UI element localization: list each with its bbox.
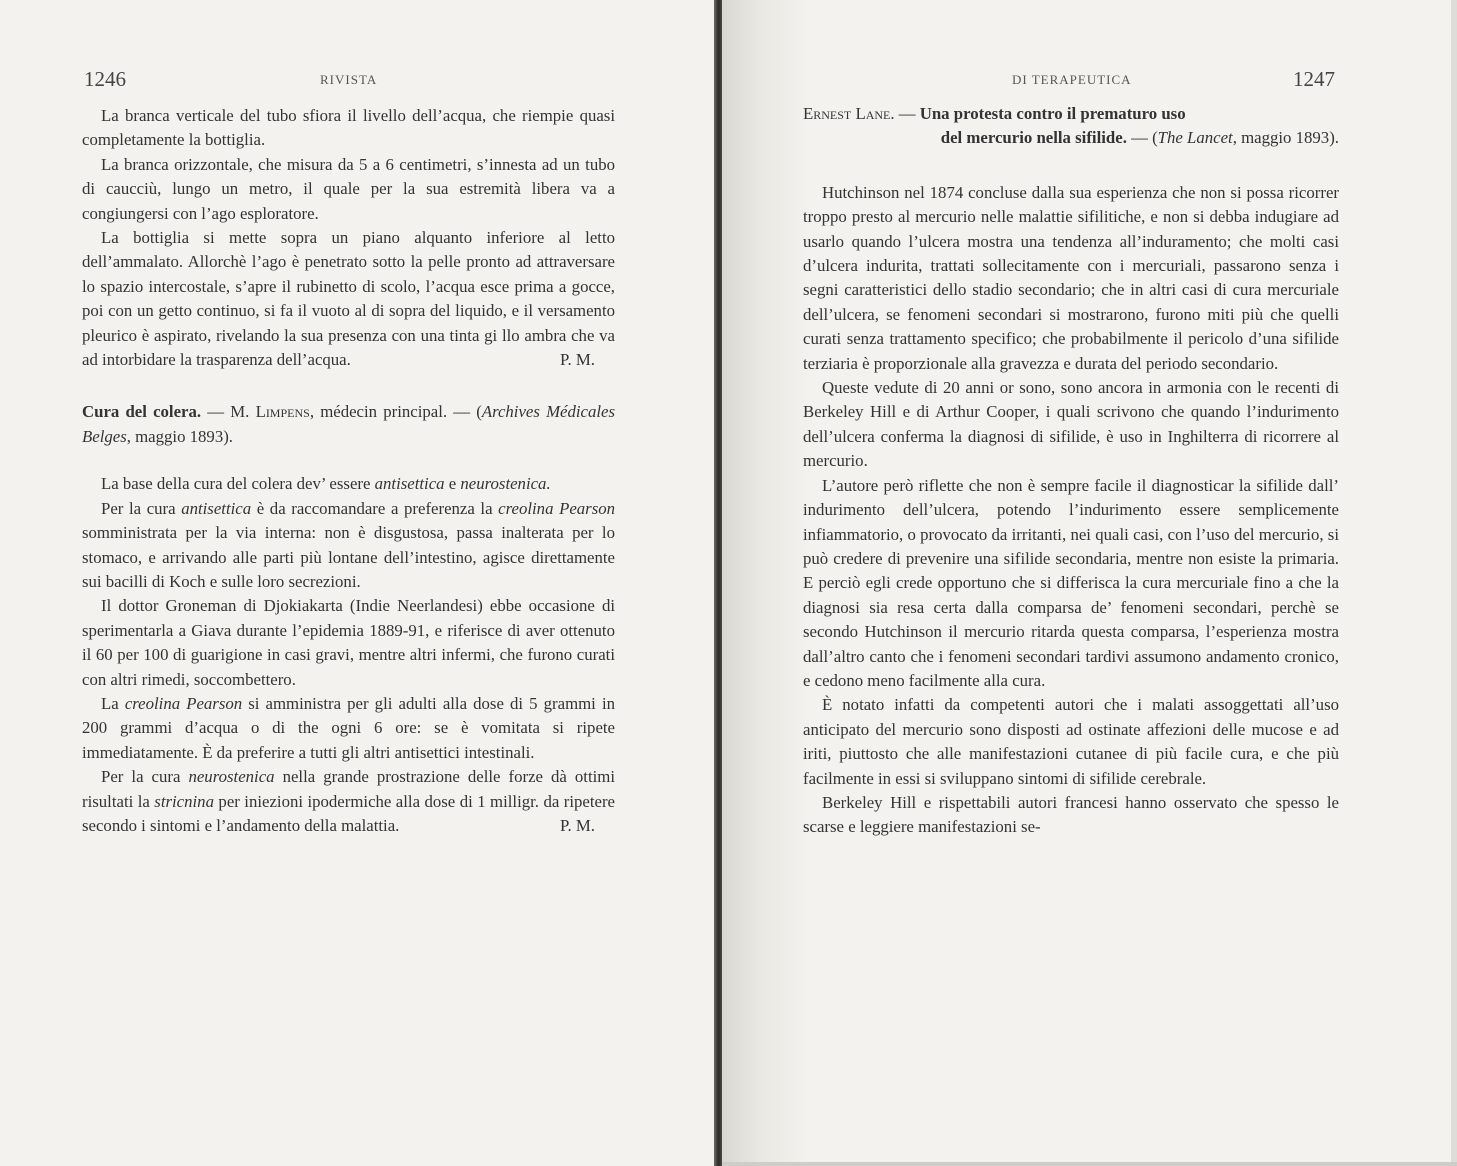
text-run: per iniezioni ipodermiche alla dose di 1 milligr. da ripetere secondo i sintomi e l’andamento della malattia. bbox=[82, 791, 615, 835]
paragraph bbox=[82, 692, 615, 765]
signature: P. M. bbox=[560, 815, 595, 835]
article-title: Cura del colera. bbox=[82, 402, 202, 422]
paragraph: È notato infatti da competenti autori che i malati assoggettati all’uso anticipato del mercurio sono disposti ad ostinate affezioni delle mucose e ad iriti, piuttosto che alle manifestazioni cutanee di più facile cura, e che più facilmente in essi si sviluppano sintomi di sifilide cerebrale. bbox=[803, 695, 1339, 788]
left-column bbox=[82, 104, 615, 838]
text-run: Per la cura bbox=[101, 498, 182, 518]
spacer bbox=[803, 151, 1339, 181]
signature: P. M. bbox=[560, 350, 595, 370]
heading-dash: — bbox=[894, 104, 920, 123]
emphasis: creolina Pearson bbox=[124, 693, 243, 713]
paragraph bbox=[82, 472, 615, 496]
heading-line bbox=[803, 102, 1339, 126]
emphasis: antisettica bbox=[374, 474, 445, 494]
emphasis: creolina Pearson bbox=[498, 498, 616, 518]
text-run: La bbox=[101, 693, 125, 713]
paragraph: La branca orizzontale, che misura da 5 a 6 centimetri, s’innesta ad un tubo di caucciù, lungo un metro, il quale per la sua estremità libera va a congiungersi con l’ago esploratore. bbox=[82, 154, 615, 223]
spacer bbox=[82, 372, 615, 400]
text-run: si amministra per gli adulti alla dose di 5 grammi in 200 grammi d’acqua o di the ogni 6 ore: se è vomitata si ripete immediatamente. È da preferire a tutti gli altri antisettici intestinali. bbox=[82, 693, 615, 762]
text-run: La base della cura del colera dev’ essere bbox=[101, 474, 375, 494]
running-head-left: RIVISTA bbox=[320, 72, 378, 87]
left-page bbox=[0, 0, 716, 1166]
page-number-left: 1246 bbox=[84, 67, 126, 91]
text-run: Per la cura bbox=[101, 767, 189, 787]
paragraph: Il dottor Groneman di Djokiakarta (Indie Neerlandesi) ebbe occasione di sperimentarla a Giava durante l’epidemia 1889-91, e riferisce di aver ottenuto il 60 per 100 di guarigione in casi gravi, mentre altri infermi, che furono curati con altri rimedi, soccombettero. bbox=[82, 596, 615, 689]
running-head-right: DI TERAPEUTICA bbox=[1012, 72, 1132, 87]
emphasis: antisettica bbox=[181, 498, 252, 518]
emphasis: neurostenica bbox=[188, 767, 275, 787]
spacer bbox=[82, 449, 615, 472]
article-heading bbox=[803, 102, 1339, 151]
text-run: e bbox=[444, 474, 461, 494]
page-number-right: 1247 bbox=[1293, 67, 1335, 91]
paragraph bbox=[82, 765, 615, 838]
author-role: , médecin principal. — ( bbox=[309, 402, 482, 422]
journal-name: The Lancet bbox=[1157, 128, 1233, 148]
paragraph: La branca verticale del tubo sfiora il livello dell’acqua, che riempie quasi completamente la bottiglia. bbox=[82, 106, 615, 150]
article-heading bbox=[82, 400, 615, 449]
paragraph: Berkeley Hill e rispettabili autori francesi hanno osservato che spesso le scarse e leggiere manifestazioni se- bbox=[803, 792, 1339, 837]
text-run: nella grande prostrazione delle forze dà ottimi risultati la bbox=[82, 767, 615, 811]
paragraph: L’autore però riflette che non è sempre facile il diagnosticar la sifilide dall’ indurimento dell’ulcera, potendo l’indurimento essere semplicemente infiammatorio, o provocato da irritanti, nei quali casi, con l’uso del mercurio, si può credere di prevenire una sifilide secondaria, mentre non esiste la primaria. E perciò egli crede opportuno che si differisca la cura mercuriale fino a che la diagnosi sia resa certa dalla comparsa de’ fenomeni secondari, perchè se secondo Hutchinson il mercurio ritarda questa comparsa, l’esperienza mostra dall’altro canto che i fenomeni secondari tardivi assumono andamento cronico, e cedono meno facilmente alla cura. bbox=[803, 475, 1339, 690]
emphasis: neurostenica. bbox=[460, 474, 551, 494]
author-name: Ernest Lane. bbox=[803, 104, 895, 123]
paragraph: Hutchinson nel 1874 concluse dalla sua esperienza che non si possa ricorrer troppo presto al mercurio nelle malattie sifilitiche, e non si debba indugiare ad usarlo quando l’ulcera mostra una tendenza all’induramento; che molti casi d’ulcera indurita, trattati sollecitamente con i mercuriali, passarono senza i segni caratteristici dello stadio secondario; che in altri casi di cura mercuriale dell’ulcera, se fenomeni secondari si mostrarono, furono miti più che quelli curati senza trattamento specifico; che probabilmente il pericolo d’una sifilide terziaria è proporzionale alla gravezza e durata del periodo secondario. bbox=[803, 182, 1339, 373]
paragraph bbox=[82, 497, 615, 595]
paragraph-text: La bottiglia si mette sopra un piano alquanto inferiore al letto dell’ammalato. Allorchè l’ago è penetrato sotto la pelle pronto ad attraversare lo spazio intercostale, s’apre il rubinetto di scolo, l’acqua esce prima a gocce, poi con un getto continuo, si fa il vuoto al di sopra del liquido, e il versamento pleurico è aspirato, rivelando la sua presenza con una tinta gi llo ambra che va ad intorbidare la trasparenza dell’acqua. bbox=[82, 228, 615, 370]
journal-date: , maggio 1893). bbox=[126, 426, 234, 446]
author-initial: M. bbox=[230, 402, 256, 422]
heading-dash: — bbox=[201, 402, 231, 422]
paragraph: Queste vedute di 20 anni or sono, sono ancora in armonia con le recenti di Berkeley Hill e di Arthur Cooper, i quali scrivono che quando l’indurimento dell’ulcera conferma la diagnosi di sifilide, è uso in Inghilterra di ricorrere al mercurio. bbox=[803, 378, 1339, 471]
emphasis: stricnina bbox=[154, 791, 214, 811]
right-column bbox=[803, 102, 1339, 840]
text-run: somministrata per la via interna: non è disgustosa, passa inalterata per lo stomaco, e arrivando alle parti più lontane dell’intestino, agisce direttamente sui bacilli di Koch e sulle loro secrezioni. bbox=[82, 523, 615, 591]
article-title: Una protesta contro il prematuro uso bbox=[919, 104, 1186, 123]
heading-dash: — ( bbox=[1126, 128, 1158, 148]
journal-date: , maggio 1893). bbox=[1232, 128, 1339, 148]
page-edge bbox=[1451, 0, 1457, 1166]
journal-name: Archives Médicales Belges bbox=[82, 402, 616, 446]
page-edge bbox=[722, 1162, 1457, 1166]
paragraph bbox=[82, 226, 615, 372]
article-title-cont: del mercurio nella sifilide. bbox=[940, 128, 1127, 148]
heading-line bbox=[803, 126, 1339, 150]
text-run: è da raccomandare a preferenza la bbox=[251, 498, 499, 518]
author-name: Limpens bbox=[255, 402, 310, 422]
